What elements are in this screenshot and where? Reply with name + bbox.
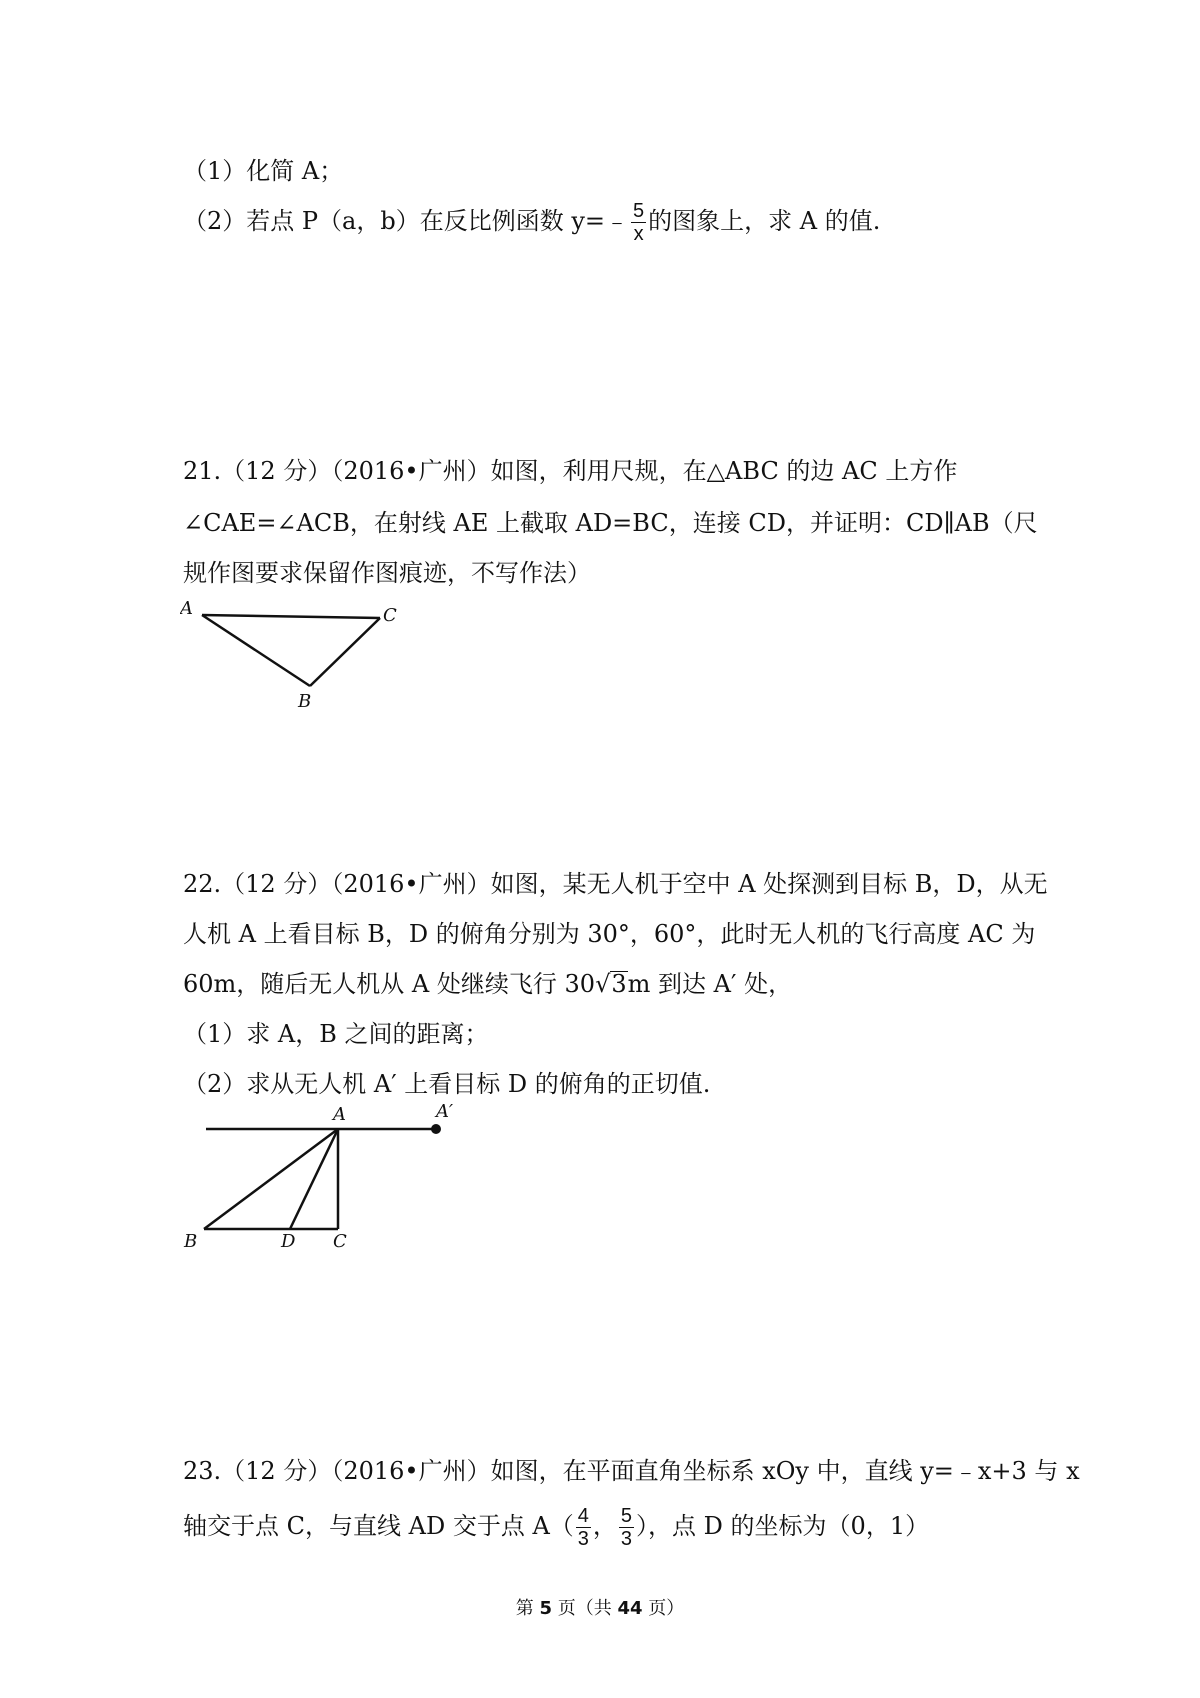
fraction-numerator: 5 — [620, 1505, 633, 1527]
segment-ab — [202, 615, 310, 686]
fraction-denominator: 3 — [620, 1528, 633, 1550]
q22-line3 — [183, 969, 792, 999]
current-page-number: 5 — [539, 1598, 552, 1619]
q23-line2-text-before: 轴交于点 C，与直线 AD 交于点 A（ — [183, 1512, 574, 1540]
label-b: B — [184, 1231, 198, 1252]
fraction-numerator: 5 — [633, 200, 645, 222]
q20-part1: （1）化简 A； — [183, 157, 344, 185]
segment-bc — [310, 618, 380, 686]
segment-ac — [202, 615, 380, 618]
q20-part2-text-after: 的图象上，求 A 的值. — [648, 207, 881, 235]
q21-line1: 21.（12 分）（2016•广州）如图，利用尺规，在△ABC 的边 AC 上方作 — [183, 457, 958, 485]
label-b: B — [298, 691, 312, 712]
label-c: C — [333, 1231, 347, 1252]
label-a: A — [180, 598, 193, 619]
fraction-5-over-x — [631, 200, 646, 245]
segment-ab — [204, 1129, 338, 1229]
fraction-denominator: x — [633, 223, 644, 245]
fraction-numerator: 4 — [577, 1505, 589, 1527]
q21-line2: ∠CAE=∠ACB，在射线 AE 上截取 AD=BC，连接 CD，并证明：CD∥AB（尺 — [183, 509, 1038, 537]
footer-prefix: 第 — [515, 1598, 540, 1619]
q21-line3: 规作图要求保留作图痕迹，不写作法） — [183, 559, 591, 587]
q23-line2-text-after: ），点 D 的坐标为（0，1） — [636, 1512, 930, 1540]
q21-triangle-figure — [180, 598, 410, 718]
q22-line1: 22.（12 分）（2016•广州）如图，某无人机于空中 A 处探测到目标 B，D，从无 — [183, 870, 1048, 898]
sqrt-radicand: 3 — [611, 970, 627, 998]
fraction-4-over-3 — [576, 1505, 591, 1550]
fraction-denominator: 3 — [577, 1528, 589, 1550]
q22-part2: （2）求从无人机 A′ 上看目标 D 的俯角的正切值. — [183, 1070, 711, 1098]
label-a-prime: A′ — [436, 1102, 454, 1122]
total-page-count: 44 — [617, 1598, 643, 1619]
q22-line3-text-after: m 到达 A′ 处， — [627, 970, 793, 998]
q22-line3-text-before: 60m，随后无人机从 A 处继续飞行 30 — [183, 970, 596, 998]
q22-line2: 人机 A 上看目标 B，D 的俯角分别为 30°，60°，此时无人机的飞行高度 AC 为 — [183, 920, 1036, 948]
comma: ， — [592, 1512, 617, 1540]
label-c: C — [383, 605, 397, 626]
q22-part1: （1）求 A，B 之间的距离； — [183, 1020, 489, 1048]
label-a: A — [333, 1104, 346, 1125]
q22-drone-figure — [180, 1102, 460, 1252]
q23-line1: 23.（12 分）（2016•广州）如图，在平面直角坐标系 xOy 中，直线 y=﹣x+3 与 x — [183, 1457, 1080, 1485]
point-a-prime — [431, 1124, 441, 1134]
q20-part2 — [183, 200, 880, 245]
fraction-5-over-3 — [619, 1505, 634, 1550]
label-d: D — [281, 1231, 296, 1252]
sqrt-symbol: √ — [595, 970, 611, 998]
q23-line2 — [183, 1505, 929, 1550]
footer-middle: 页（共 — [552, 1598, 618, 1619]
page-footer — [0, 1594, 1200, 1620]
segment-ad — [290, 1129, 338, 1229]
q20-part2-text-before: （2）若点 P（a，b）在反比例函数 y=﹣ — [183, 207, 630, 235]
footer-suffix: 页） — [642, 1598, 685, 1619]
